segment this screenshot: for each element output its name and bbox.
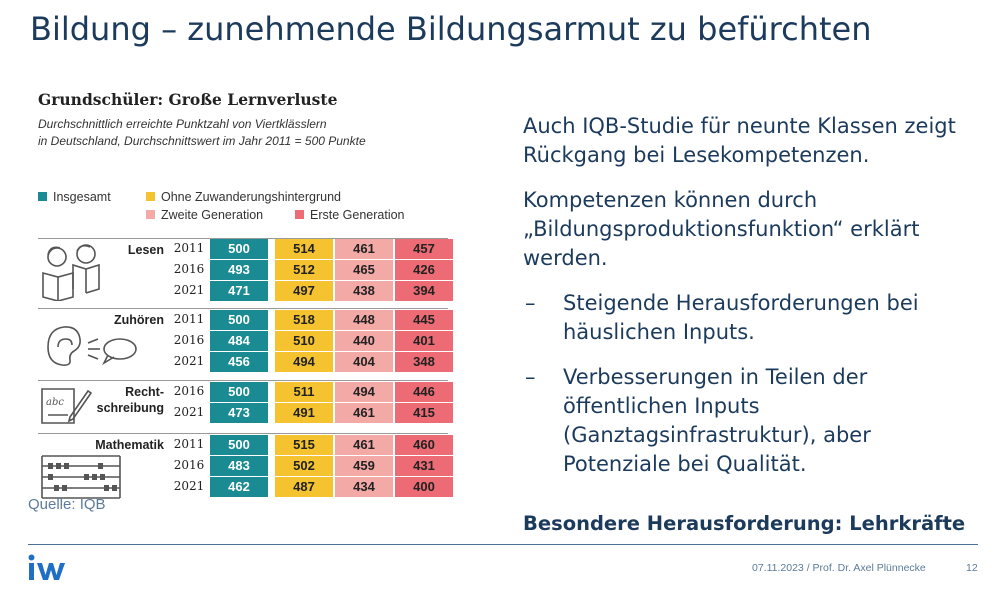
legend-swatch: [38, 192, 47, 201]
year-label: 2021: [173, 479, 205, 493]
cell-insgesamt: 493: [210, 260, 268, 280]
bullet-item: [523, 289, 983, 347]
cell-ohne-zuwanderung: 487: [275, 477, 333, 497]
source-note: Quelle: IQB: [28, 496, 106, 513]
year-label: 2011: [173, 241, 205, 255]
cell-erste-generation: 401: [395, 331, 453, 351]
cell-ohne-zuwanderung: 510: [275, 331, 333, 351]
year-label: 2016: [173, 262, 205, 276]
cell-insgesamt: 500: [210, 239, 268, 259]
bullet-text: Verbesserungen in Teilen der öffentlichen Inputs (Ganztagsinfrastruktur), aber Potenziale bei Qualität.: [563, 365, 871, 476]
paragraph-kompetenzen: Kompetenzen können durch „Bildungsproduktionsfunktion“ erklärt werden.: [523, 188, 920, 270]
cell-ohne-zuwanderung: 518: [275, 310, 333, 330]
cell-erste-generation: 445: [395, 310, 453, 330]
cell-ohne-zuwanderung: 494: [275, 352, 333, 372]
cell-erste-generation: 426: [395, 260, 453, 280]
group-rechtschreibung: [38, 380, 448, 429]
footer-divider: [28, 544, 978, 545]
cell-erste-generation: 394: [395, 281, 453, 301]
legend-swatch: [295, 210, 304, 219]
cell-erste-generation: 446: [395, 382, 453, 402]
legend-item-zweite-generation: Zweite Generation: [146, 208, 263, 222]
year-label: 2021: [173, 354, 205, 368]
bullet-text: Steigende Herausforderungen bei häuslichen Inputs.: [563, 291, 919, 344]
group-zuhoeren: [38, 308, 448, 378]
footer-text: 07.11.2023 / Prof. Dr. Axel Plünnecke: [752, 562, 926, 574]
cell-zweite-generation: 438: [335, 281, 393, 301]
cell-insgesamt: 483: [210, 456, 268, 476]
paragraph-iqb: Auch IQB-Studie für neunte Klassen zeigt Rückgang bei Lesekompetenzen.: [523, 114, 956, 167]
chart-subtitle-line1: Durchschnittlich erreichte Punktzahl von Viertklässlern: [38, 117, 327, 131]
cell-insgesamt: 456: [210, 352, 268, 372]
cell-ohne-zuwanderung: 512: [275, 260, 333, 280]
cell-zweite-generation: 494: [335, 382, 393, 402]
cell-insgesamt: 500: [210, 435, 268, 455]
group-mathematik: [38, 433, 448, 500]
cell-zweite-generation: 461: [335, 403, 393, 423]
chart-title: Grundschüler: Große Lernverluste: [38, 90, 338, 109]
legend-item-ohne-zuwanderung: Ohne Zuwanderungshintergrund: [146, 190, 341, 204]
group-label: Lesen: [127, 243, 164, 257]
score-table: [38, 238, 448, 500]
group-label: [90, 384, 164, 416]
year-label: 2011: [173, 437, 205, 451]
svg-text:abc: abc: [46, 397, 64, 408]
cell-ohne-zuwanderung: 511: [275, 382, 333, 402]
bullet-dash: –: [525, 291, 536, 315]
page-number: 12: [966, 562, 978, 574]
legend-swatch: [146, 210, 155, 219]
abacus-icon: [40, 454, 122, 500]
group-label: Zuhören: [114, 313, 164, 327]
cell-erste-generation: 431: [395, 456, 453, 476]
group-label: Mathematik: [95, 438, 164, 452]
cell-zweite-generation: 440: [335, 331, 393, 351]
legend-item-insgesamt: Insgesamt: [38, 190, 111, 204]
cell-insgesamt: 471: [210, 281, 268, 301]
cell-insgesamt: 500: [210, 310, 268, 330]
cell-ohne-zuwanderung: 515: [275, 435, 333, 455]
cell-zweite-generation: 461: [335, 239, 393, 259]
right-text-block: [523, 112, 983, 495]
cell-zweite-generation: 434: [335, 477, 393, 497]
year-label: 2021: [173, 405, 205, 419]
cell-erste-generation: 415: [395, 403, 453, 423]
year-label: 2016: [173, 458, 205, 472]
special-challenge-text: Besondere Herausforderung: Lehrkräfte: [523, 512, 966, 535]
cell-ohne-zuwanderung: 491: [275, 403, 333, 423]
cell-zweite-generation: 459: [335, 456, 393, 476]
year-label: 2016: [173, 384, 205, 398]
iw-logo: [28, 553, 70, 583]
legend-item-erste-generation: Erste Generation: [295, 208, 405, 222]
group-label-line2: schreibung: [96, 401, 164, 415]
chart-subtitle-line2: in Deutschland, Durchschnittswert im Jahr 2011 = 500 Punkte: [38, 134, 366, 148]
legend-swatch: [146, 192, 155, 201]
cell-insgesamt: 462: [210, 477, 268, 497]
cell-insgesamt: 473: [210, 403, 268, 423]
cell-ohne-zuwanderung: 514: [275, 239, 333, 259]
cell-zweite-generation: 448: [335, 310, 393, 330]
bullet-dash: –: [525, 365, 536, 389]
group-label-line1: Recht-: [125, 385, 164, 399]
cell-zweite-generation: 465: [335, 260, 393, 280]
iqb-chart-panel: [38, 88, 448, 506]
cell-zweite-generation: 404: [335, 352, 393, 372]
year-label: 2016: [173, 333, 205, 347]
cell-erste-generation: 348: [395, 352, 453, 372]
cell-erste-generation: 400: [395, 477, 453, 497]
bullet-item: [523, 363, 983, 479]
cell-ohne-zuwanderung: 497: [275, 281, 333, 301]
cell-erste-generation: 460: [395, 435, 453, 455]
group-lesen: [38, 238, 448, 305]
cell-ohne-zuwanderung: 502: [275, 456, 333, 476]
cell-zweite-generation: 461: [335, 435, 393, 455]
chart-subtitle: [38, 116, 448, 150]
cell-erste-generation: 457: [395, 239, 453, 259]
cell-insgesamt: 500: [210, 382, 268, 402]
slide-title: Bildung – zunehmende Bildungsarmut zu befürchten: [30, 10, 872, 48]
writing-sheet-icon: [40, 385, 92, 427]
year-label: 2011: [173, 312, 205, 326]
year-label: 2021: [173, 283, 205, 297]
cell-insgesamt: 484: [210, 331, 268, 351]
